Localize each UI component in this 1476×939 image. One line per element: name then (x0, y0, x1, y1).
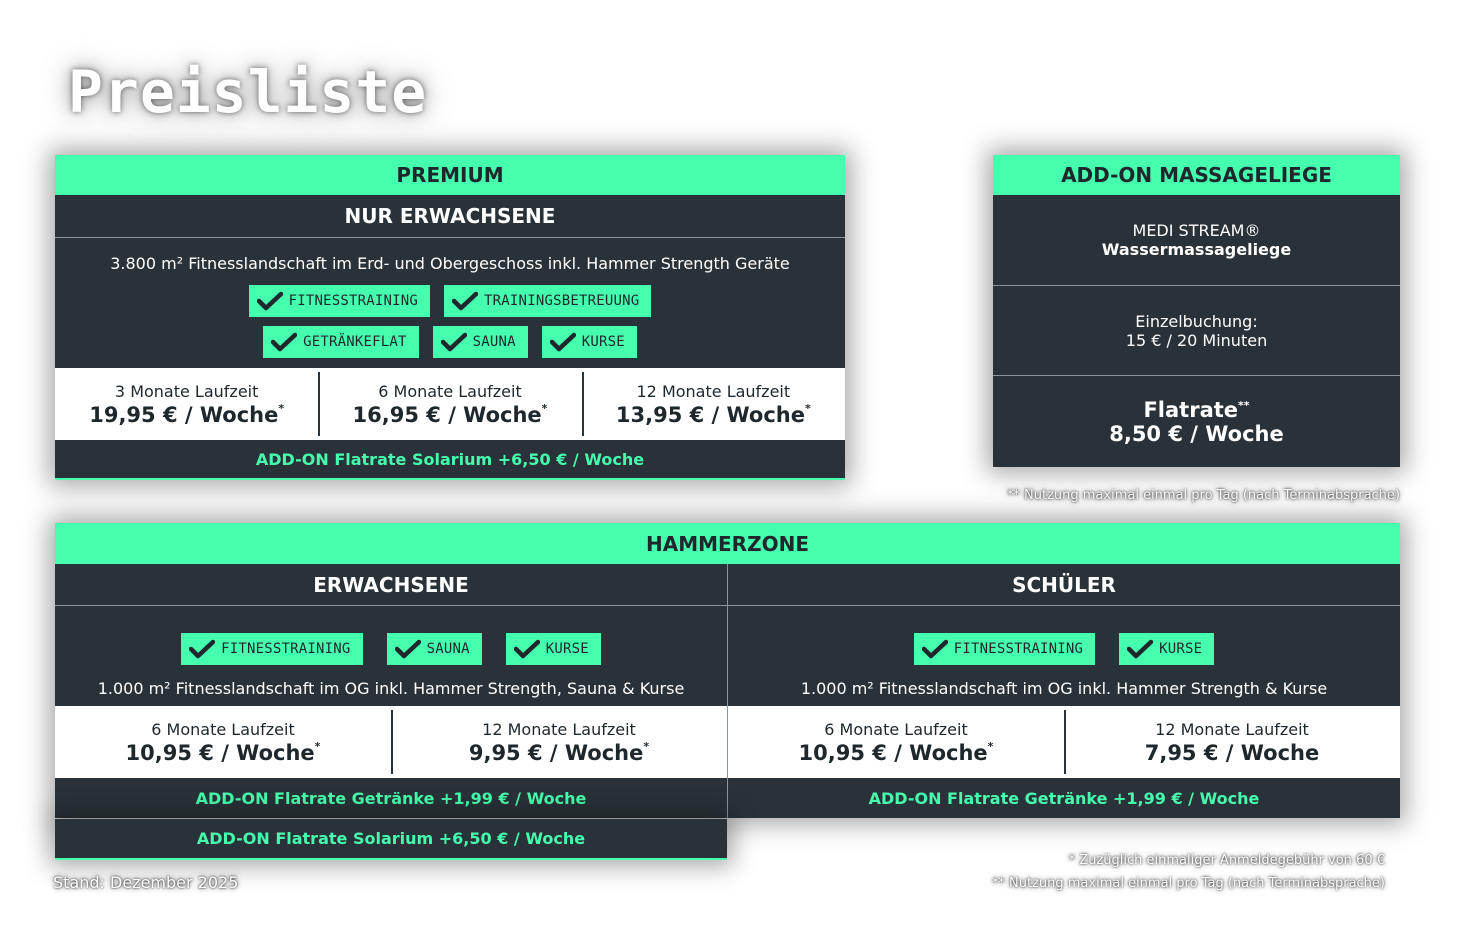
students-feature-area (728, 606, 1400, 706)
feature-chip (444, 285, 651, 317)
students-prices (728, 706, 1400, 778)
premium-subheader: NUR ERWACHSENE (55, 195, 845, 237)
students-description: 1.000 m² Fitnesslandschaft im OG inkl. Hammer Strength & Kurse (800, 679, 1328, 698)
feature-chip (433, 326, 528, 358)
premium-prices (55, 368, 845, 440)
adults-feature-area (55, 606, 727, 706)
premium-header: PREMIUM (55, 155, 845, 195)
massage-panel (993, 155, 1400, 467)
feature-chip (249, 285, 430, 317)
feature-chip (1119, 633, 1214, 665)
feature-label: TRAININGSBETREUUNG (484, 293, 640, 309)
price-cell (1064, 706, 1400, 778)
hammerzone-panel (55, 523, 1400, 818)
price-cell (728, 706, 1064, 778)
product-type: Wassermassageliege (1101, 240, 1292, 259)
check-icon (271, 332, 297, 352)
footer-note-1: * Zuzüglich einmaliger Anmeldegebühr von 60 € (1068, 853, 1385, 868)
price-cell (318, 368, 581, 440)
check-icon (257, 291, 283, 311)
price-cell (582, 368, 845, 440)
feature-label: FITNESSTRAINING (953, 641, 1084, 657)
check-icon (514, 639, 540, 659)
price-amount: 7,95 € / Woche (1144, 740, 1320, 765)
price-term: 6 Monate Laufzeit (824, 719, 968, 739)
feature-chip (263, 326, 419, 358)
product-name: MEDI STREAM® (1132, 221, 1261, 240)
price-amount: 10,95 € / Woche* (798, 739, 994, 765)
flat-label: Flatrate** (1143, 397, 1250, 422)
feature-label: SAUNA (472, 334, 516, 350)
check-icon (922, 639, 948, 659)
adults-features (55, 633, 727, 665)
feature-chip (181, 633, 362, 665)
feature-label: SAUNA (426, 641, 470, 657)
adults-description: 1.000 m² Fitnesslandschaft im OG inkl. Hammer Strength, Sauna & Kurse (97, 679, 685, 698)
massage-product (993, 195, 1400, 285)
hammerzone-students (728, 564, 1400, 818)
massage-header: ADD-ON MASSAGELIEGE (993, 155, 1400, 195)
feature-chip (387, 633, 482, 665)
check-icon (452, 291, 478, 311)
price-term: 6 Monate Laufzeit (378, 381, 522, 401)
single-label: Einzelbuchung: (1135, 311, 1258, 331)
price-amount: 19,95 € / Woche* (89, 401, 285, 427)
premium-description: 3.800 m² Fitnesslandschaft im Erd- und Obergeschoss inkl. Hammer Strength Geräte (110, 254, 790, 273)
check-icon (1127, 639, 1153, 659)
price-amount: 13,95 € / Woche* (615, 401, 811, 427)
massage-flat (993, 376, 1400, 467)
check-icon (189, 639, 215, 659)
premium-feature-row-1 (55, 285, 845, 317)
price-amount: 16,95 € / Woche* (352, 401, 548, 427)
students-header: SCHÜLER (728, 564, 1400, 605)
feature-chip (914, 633, 1095, 665)
feature-chip (542, 326, 637, 358)
price-cell (55, 706, 391, 778)
premium-feature-row-2 (55, 326, 845, 358)
premium-feature-area (55, 238, 845, 368)
price-cell (391, 706, 727, 778)
feature-label: KURSE (581, 334, 625, 350)
adults-header: ERWACHSENE (55, 564, 727, 605)
price-term: 3 Monate Laufzeit (114, 381, 259, 401)
feature-label: KURSE (545, 641, 589, 657)
premium-panel (55, 155, 845, 480)
adults-prices (55, 706, 727, 778)
premium-addon-solarium: ADD-ON Flatrate Solarium +6,50 € / Woche (55, 440, 845, 480)
hammerzone-adults (55, 564, 727, 818)
footer-note-2: ** Nutzung maximal einmal pro Tag (nach Terminabsprache) (991, 876, 1385, 891)
students-features (728, 633, 1400, 665)
feature-label: GETRÄNKEFLAT (303, 334, 407, 350)
hammerzone-header: HAMMERZONE (55, 523, 1400, 564)
feature-label: KURSE (1159, 641, 1203, 657)
feature-chip (506, 633, 601, 665)
students-addon-drinks: ADD-ON Flatrate Getränke +1,99 € / Woche (728, 778, 1400, 818)
check-icon (550, 332, 576, 352)
check-icon (441, 332, 467, 352)
adults-addon-drinks: ADD-ON Flatrate Getränke +1,99 € / Woche (55, 778, 727, 818)
price-term: 12 Monate Laufzeit (1155, 719, 1309, 739)
feature-label: FITNESSTRAINING (288, 293, 419, 309)
massage-note: ** Nutzung maximal einmal pro Tag (nach Terminabsprache) (1006, 488, 1400, 503)
price-amount: 10,95 € / Woche* (125, 739, 321, 765)
page-title: Preisliste (68, 58, 428, 126)
footer-date: Stand: Dezember 2025 (53, 873, 239, 892)
adults-addon-solarium: ADD-ON Flatrate Solarium +6,50 € / Woche (55, 819, 727, 860)
check-icon (395, 639, 421, 659)
flat-price: 8,50 € / Woche (1109, 421, 1284, 446)
price-term: 12 Monate Laufzeit (636, 381, 791, 401)
price-term: 12 Monate Laufzeit (482, 719, 636, 739)
price-term: 6 Monate Laufzeit (151, 719, 295, 739)
massage-single (993, 286, 1400, 375)
single-price: 15 € / 20 Minuten (1125, 330, 1268, 350)
price-amount: 9,95 € / Woche* (468, 739, 650, 765)
price-cell (55, 368, 318, 440)
feature-label: FITNESSTRAINING (221, 641, 351, 657)
